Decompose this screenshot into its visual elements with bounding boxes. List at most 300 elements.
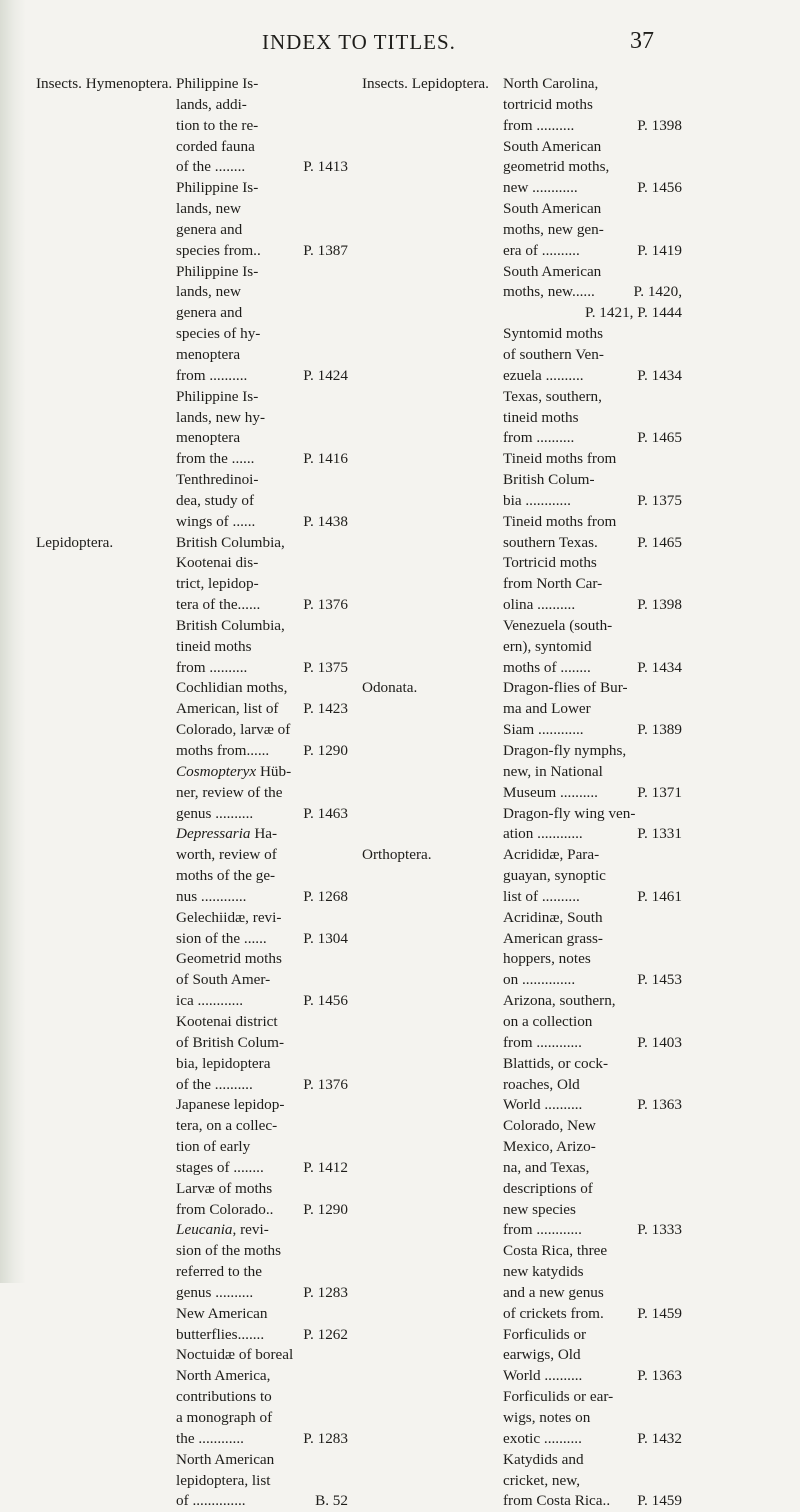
entry-text: Tenthredinoi- xyxy=(176,471,259,489)
entry-line xyxy=(503,783,682,804)
entry-line xyxy=(503,387,682,408)
section-heading: Insects. Lepidoptera. xyxy=(362,75,489,92)
entry-text: Gelechiidæ, revi- xyxy=(176,908,282,926)
entry-text: genus .......... xyxy=(176,804,254,822)
entry-line xyxy=(503,1345,682,1366)
page-reference: P. 1283 xyxy=(303,1429,348,1447)
entry-line xyxy=(176,991,348,1012)
entry-line xyxy=(503,470,682,491)
entry-line xyxy=(176,178,348,199)
entry-text: moths, new gen- xyxy=(503,220,604,238)
entry-text: from Costa Rica.. xyxy=(503,1492,611,1510)
index-entry xyxy=(36,1179,348,1221)
entry-text: sion of the ...... xyxy=(176,929,267,947)
index-entry xyxy=(362,199,682,262)
entry-line xyxy=(176,1262,348,1283)
entry-text: Philippine Is- xyxy=(176,262,259,280)
entry-text: Acridinæ, South xyxy=(503,908,603,926)
index-entry xyxy=(36,1345,348,1449)
entry-line xyxy=(503,345,682,366)
index-entry xyxy=(36,1095,348,1178)
entry-text: ica ............ xyxy=(176,992,244,1010)
entry-line xyxy=(503,616,682,637)
page-reference: P. 1421, P. 1444 xyxy=(584,304,682,322)
index-entry xyxy=(362,678,682,741)
entry-line xyxy=(503,762,682,783)
entry-text: sion of the moths xyxy=(176,1242,282,1260)
page-reference: P. 1363 xyxy=(637,1367,682,1385)
page-reference: P. 1420, xyxy=(633,283,682,301)
entry-line xyxy=(503,157,682,178)
entry-text: Cosmopteryx Hüb- xyxy=(176,762,292,780)
entry-line xyxy=(176,1471,348,1492)
entry-text: trict, lepidop- xyxy=(176,575,259,593)
page-reference: P. 1375 xyxy=(303,658,348,676)
entry-line xyxy=(176,262,348,283)
page-reference: P. 1416 xyxy=(303,450,348,468)
entry-line xyxy=(176,783,348,804)
entry-line xyxy=(503,282,682,303)
index-entry xyxy=(362,991,682,1054)
entry-line xyxy=(503,1429,682,1450)
entry-text: Cochlidian moths, xyxy=(176,679,288,697)
entry-text: lands, new xyxy=(176,283,241,301)
entry-text: descriptions of xyxy=(503,1179,593,1197)
index-entry xyxy=(36,949,348,1012)
entry-text: of the ........ xyxy=(176,158,246,176)
entry-text: Kootenai district xyxy=(176,1012,278,1030)
entry-line xyxy=(503,1262,682,1283)
entry-text: ma and Lower xyxy=(503,700,591,718)
page-reference: P. 1331 xyxy=(637,825,682,843)
entry-text: contributions to xyxy=(176,1388,272,1406)
entry-text: ner, review of the xyxy=(176,783,283,801)
page-reference: P. 1376 xyxy=(303,1075,348,1093)
index-entry xyxy=(36,720,348,762)
index-entry xyxy=(362,1116,682,1241)
entry-line xyxy=(176,1179,348,1200)
entry-text: of the .......... xyxy=(176,1075,253,1093)
entry-text: Forficulids or xyxy=(503,1325,587,1343)
entry-text: from .......... xyxy=(176,658,248,676)
entry-line xyxy=(503,887,682,908)
page-reference: P. 1465 xyxy=(637,533,682,551)
entry-line xyxy=(176,303,348,324)
entry-line xyxy=(176,1054,348,1075)
index-entry xyxy=(362,449,682,512)
entry-line xyxy=(503,553,682,574)
entry-line xyxy=(176,470,348,491)
entry-line xyxy=(503,908,682,929)
entry-text: species of hy- xyxy=(176,325,261,343)
index-entry xyxy=(36,387,348,470)
entry-text: dea, study of xyxy=(176,491,255,509)
entry-text: Tineid moths from xyxy=(503,512,617,530)
entry-line xyxy=(176,1429,348,1450)
entry-line xyxy=(176,762,348,783)
index-entry xyxy=(36,824,348,907)
entry-line xyxy=(503,1012,682,1033)
page-reference: P. 1403 xyxy=(637,1033,682,1051)
page-reference: P. 1453 xyxy=(637,971,682,989)
entry-text: South American xyxy=(503,262,602,280)
index-entry xyxy=(36,178,348,261)
entry-line xyxy=(176,1137,348,1158)
entry-text: Japanese lepidop- xyxy=(176,1096,285,1114)
entry-text: from .......... xyxy=(503,116,575,134)
index-entry xyxy=(362,741,682,804)
entry-line xyxy=(503,804,682,825)
entry-text: from ............ xyxy=(503,1221,582,1239)
entry-text: Syntomid moths xyxy=(503,325,604,343)
entry-text: of British Colum- xyxy=(176,1033,285,1051)
entry-line xyxy=(503,449,682,470)
section-heading: Insects. Hymenoptera. xyxy=(36,75,173,92)
entry-line xyxy=(503,1075,682,1096)
entry-line xyxy=(176,199,348,220)
page-reference: P. 1463 xyxy=(303,804,348,822)
entry-text: Dragon-fly nymphs, xyxy=(503,742,627,759)
entry-text: tera, on a collec- xyxy=(176,1117,278,1135)
index-entry xyxy=(36,908,348,950)
entry-text: from the ...... xyxy=(176,450,255,468)
entry-line xyxy=(503,1241,682,1262)
entry-line xyxy=(503,1220,682,1241)
index-entry xyxy=(362,324,682,387)
entry-line xyxy=(176,595,348,616)
index-entry xyxy=(362,553,682,616)
entry-text: tineid moths xyxy=(503,408,579,426)
entry-line xyxy=(503,1158,682,1179)
entry-text: ezuela .......... xyxy=(503,366,584,384)
entry-line xyxy=(503,970,682,991)
entry-text: Dragon-flies of Bur- xyxy=(503,679,628,697)
entry-line xyxy=(503,1283,682,1304)
entry-text: Mexico, Arizo- xyxy=(503,1138,596,1156)
entry-line xyxy=(176,970,348,991)
entry-text: stages of ........ xyxy=(176,1158,264,1176)
entry-text: tineid moths xyxy=(176,637,252,655)
left-index-column xyxy=(36,74,348,1512)
entry-line xyxy=(176,116,348,137)
entry-line xyxy=(503,116,682,137)
entry-line xyxy=(503,262,682,283)
index-entry xyxy=(362,616,682,679)
entry-text: moths of the ge- xyxy=(176,867,276,885)
entry-line xyxy=(503,74,682,95)
entry-text: genera and xyxy=(176,304,243,322)
entry-line xyxy=(176,1283,348,1304)
entry-text: Depressaria Ha- xyxy=(176,825,278,843)
entry-text: ern), syntomid xyxy=(503,637,592,655)
entry-line xyxy=(503,533,682,554)
entry-text: tion of early xyxy=(176,1138,251,1156)
index-entry xyxy=(36,533,348,616)
entry-line xyxy=(176,553,348,574)
page-reference: P. 1290 xyxy=(303,1200,348,1218)
entry-text: on .............. xyxy=(503,971,576,989)
page-reference: P. 1375 xyxy=(637,491,682,509)
entry-line xyxy=(176,908,348,929)
index-entry xyxy=(362,1450,682,1512)
page-reference: P. 1371 xyxy=(637,783,682,801)
entry-line xyxy=(176,699,348,720)
entry-line xyxy=(176,1241,348,1262)
page-reference: P. 1456 xyxy=(637,179,682,197)
entry-line xyxy=(176,220,348,241)
entry-text: of crickets from. xyxy=(503,1304,604,1322)
entry-line xyxy=(503,866,682,887)
entry-text: Geometrid moths xyxy=(176,950,282,968)
page-reference: P. 1432 xyxy=(637,1429,682,1447)
entry-text: Katydids and xyxy=(503,1450,584,1468)
page-reference: P. 1459 xyxy=(637,1492,682,1510)
entry-line xyxy=(176,658,348,679)
index-entry xyxy=(36,1304,348,1346)
entry-text: era of .......... xyxy=(503,241,580,259)
entry-text: na, and Texas, xyxy=(503,1158,590,1176)
entry-line xyxy=(176,1033,348,1054)
entry-text: Larvæ of moths xyxy=(176,1179,273,1197)
page-reference: P. 1419 xyxy=(637,241,682,259)
entry-line xyxy=(503,366,682,387)
entry-line xyxy=(176,512,348,533)
entry-text: new species xyxy=(503,1200,576,1218)
entry-line xyxy=(176,678,348,699)
entry-text: British Columbia, xyxy=(176,616,285,634)
entry-line xyxy=(503,1387,682,1408)
entry-line xyxy=(176,637,348,658)
index-entry xyxy=(36,1220,348,1303)
entry-text: a monograph of xyxy=(176,1409,273,1426)
entry-line xyxy=(503,428,682,449)
entry-line xyxy=(503,929,682,950)
index-entry xyxy=(362,804,682,846)
entry-text: tion to the re- xyxy=(176,116,259,134)
page-header xyxy=(0,30,800,60)
index-entry xyxy=(362,908,682,991)
entry-line xyxy=(503,1408,682,1429)
entry-text: corded fauna xyxy=(176,137,255,155)
entry-line xyxy=(503,1471,682,1492)
entry-text: guayan, synoptic xyxy=(503,867,606,885)
right-index-column xyxy=(362,74,682,1512)
entry-line xyxy=(176,157,348,178)
entry-line xyxy=(503,991,682,1012)
entry-line xyxy=(503,741,682,762)
index-entry xyxy=(36,262,348,387)
entry-text: geometrid moths, xyxy=(503,158,610,176)
entry-text: North America, xyxy=(176,1367,271,1385)
entry-line xyxy=(176,491,348,512)
entry-line xyxy=(503,324,682,345)
entry-line xyxy=(503,678,682,699)
entry-line xyxy=(176,1304,348,1325)
page-reference: P. 1283 xyxy=(303,1283,348,1301)
entry-text: referred to the xyxy=(176,1263,263,1281)
entry-line xyxy=(176,845,348,866)
page-reference: P. 1434 xyxy=(637,366,682,384)
entry-text: moths from...... xyxy=(176,742,270,759)
entry-text: South American xyxy=(503,200,602,218)
entry-text: southern Texas. xyxy=(503,533,598,551)
page-reference: P. 1456 xyxy=(303,992,348,1010)
entry-line xyxy=(503,595,682,616)
entry-text: Arizona, southern, xyxy=(503,992,616,1010)
entry-text: new katydids xyxy=(503,1263,584,1281)
entry-text: North Carolina, xyxy=(503,75,599,92)
entry-text: cricket, new, xyxy=(503,1471,581,1489)
page-reference: P. 1461 xyxy=(637,887,682,905)
entry-line xyxy=(176,387,348,408)
index-entry xyxy=(362,262,682,325)
entry-text: North American xyxy=(176,1450,275,1468)
entry-line xyxy=(503,95,682,116)
index-entry xyxy=(36,1450,348,1512)
entry-text: wigs, notes on xyxy=(503,1409,591,1426)
entry-text: genera and xyxy=(176,220,243,238)
entry-text: ation ............ xyxy=(503,825,583,843)
page-number: 37 xyxy=(630,28,654,54)
entry-line xyxy=(503,1491,682,1512)
page-reference: P. 1424 xyxy=(303,366,348,384)
entry-line xyxy=(176,824,348,845)
entry-text: Kootenai dis- xyxy=(176,554,259,572)
entry-text: Philippine Is- xyxy=(176,75,259,92)
page-reference: P. 1465 xyxy=(637,429,682,447)
entry-text: from Colorado.. xyxy=(176,1200,274,1218)
section-heading: Odonata. xyxy=(362,679,418,697)
entry-line xyxy=(176,1075,348,1096)
entry-text: Tineid moths from xyxy=(503,450,617,468)
entry-text: of southern Ven- xyxy=(503,345,604,363)
entry-text: British Columbia, xyxy=(176,533,285,551)
page-reference: P. 1398 xyxy=(637,596,682,614)
entry-line xyxy=(176,95,348,116)
entry-line xyxy=(503,1137,682,1158)
entry-line xyxy=(176,1325,348,1346)
entry-text: of .............. xyxy=(176,1492,246,1510)
entry-text: Forficulids or ear- xyxy=(503,1388,614,1406)
page-reference: B. 52 xyxy=(315,1492,348,1510)
entry-text: on a collection xyxy=(503,1012,593,1030)
page-reference: P. 1268 xyxy=(303,887,348,905)
entry-text: moths, new...... xyxy=(503,283,595,301)
index-entry xyxy=(36,762,348,825)
entry-text: tortricid moths xyxy=(503,95,593,113)
entry-line xyxy=(503,303,682,324)
index-entry xyxy=(36,1012,348,1095)
entry-text: Texas, southern, xyxy=(503,387,602,405)
entry-text: American, list of xyxy=(176,700,279,718)
page-reference: P. 1363 xyxy=(637,1096,682,1114)
entry-line xyxy=(176,616,348,637)
page-reference: P. 1398 xyxy=(637,116,682,134)
entry-line xyxy=(503,491,682,512)
page-reference: P. 1304 xyxy=(303,929,348,947)
entry-text: Tortricid moths xyxy=(503,554,597,572)
entry-line xyxy=(176,887,348,908)
index-entry xyxy=(362,845,682,908)
entry-line xyxy=(176,345,348,366)
entry-text: moths of ........ xyxy=(503,658,591,676)
entry-line xyxy=(176,720,348,741)
entry-line xyxy=(176,449,348,470)
index-entry xyxy=(362,137,682,200)
entry-line xyxy=(176,574,348,595)
entry-text: Dragon-fly wing ven- xyxy=(503,804,636,822)
entry-line xyxy=(176,1012,348,1033)
entry-line xyxy=(176,1116,348,1137)
entry-line xyxy=(503,1179,682,1200)
entry-line xyxy=(503,199,682,220)
entry-line xyxy=(176,1387,348,1408)
entry-line xyxy=(503,824,682,845)
entry-line xyxy=(176,74,348,95)
entry-line xyxy=(176,1366,348,1387)
index-entry xyxy=(362,512,682,554)
entry-line xyxy=(176,1450,348,1471)
entry-text: nus ............ xyxy=(176,887,247,905)
entry-line xyxy=(176,241,348,262)
entry-line xyxy=(503,1366,682,1387)
entry-text: Colorado, larvæ of xyxy=(176,721,291,739)
entry-line xyxy=(176,741,348,762)
entry-line xyxy=(176,366,348,387)
page-reference: P. 1438 xyxy=(303,512,348,530)
entry-text: from ............ xyxy=(503,1033,582,1051)
entry-text: from North Car- xyxy=(503,575,603,593)
entry-text: South American xyxy=(503,137,602,155)
page-reference: P. 1262 xyxy=(303,1325,348,1343)
entry-text: tera of the...... xyxy=(176,596,261,614)
entry-text: and a new genus xyxy=(503,1283,604,1301)
entry-text: wings of ...... xyxy=(176,512,256,530)
index-entry xyxy=(362,1325,682,1388)
entry-text: from .......... xyxy=(176,366,248,384)
page-edge-shadow xyxy=(0,0,26,1283)
entry-line xyxy=(176,408,348,429)
section-heading: Orthoptera. xyxy=(362,846,432,864)
entry-line xyxy=(176,1095,348,1116)
entry-line xyxy=(176,949,348,970)
entry-text: of South Amer- xyxy=(176,971,271,989)
entry-text: lands, addi- xyxy=(176,95,247,113)
entry-text: bia ............ xyxy=(503,491,571,509)
entry-line xyxy=(503,408,682,429)
index-entry xyxy=(362,1387,682,1450)
entry-text: lepidoptera, list xyxy=(176,1471,271,1489)
entry-line xyxy=(503,949,682,970)
entry-line xyxy=(176,1408,348,1429)
index-entry xyxy=(362,387,682,450)
page-reference: P. 1434 xyxy=(637,658,682,676)
page-reference: P. 1412 xyxy=(303,1158,348,1176)
entry-text: New American xyxy=(176,1304,268,1322)
page-reference: P. 1459 xyxy=(637,1304,682,1322)
page-title: INDEX TO TITLES. xyxy=(262,30,456,54)
entry-text: Blattids, or cock- xyxy=(503,1054,609,1072)
page-reference: P. 1387 xyxy=(303,241,348,259)
entry-text: Costa Rica, three xyxy=(503,1242,608,1260)
entry-line xyxy=(503,1116,682,1137)
entry-text: American grass- xyxy=(503,929,603,947)
entry-line xyxy=(176,324,348,345)
entry-text: menoptera xyxy=(176,345,241,363)
page-reference: P. 1413 xyxy=(303,158,348,176)
entry-line xyxy=(176,804,348,825)
entry-line xyxy=(503,845,682,866)
